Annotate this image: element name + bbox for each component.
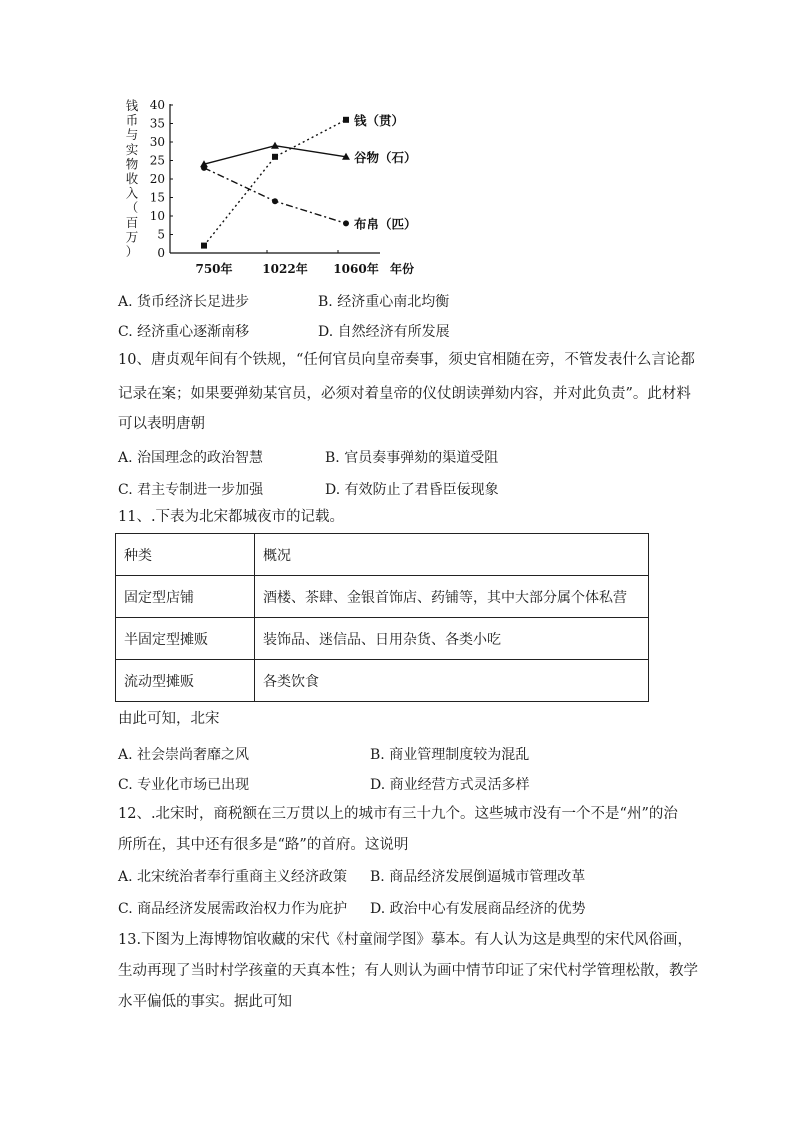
y-tick-label: 25 [149,153,165,168]
table-header-row [116,534,649,576]
y-axis-label-char: 入 [125,185,139,201]
y-axis-label-char: ） [125,244,139,259]
q13-stem-line-1: 13.下图为上海博物馆收藏的宋代《村童闹学图》摹本。有人认为这是典型的宋代风俗画， [118,932,693,948]
q9-option-b[interactable]: B. 经济重心南北均衡 [318,294,450,310]
chart-axes [170,104,380,253]
q10-option-d[interactable]: D. 有效防止了君昏臣佞现象 [325,482,499,498]
q12-stem-line-2: 所所在，其中还有很多是“路”的首府。这说明 [118,837,409,853]
table-cell: 流动型摊贩 [116,660,255,702]
q12-option-d[interactable]: D. 政治中心有发展商品经济的优势 [370,901,586,917]
q9-option-d[interactable]: D. 自然经济有所发展 [318,324,450,340]
q11-option-a[interactable]: A. 社会崇尚奢靡之风 [118,747,250,763]
y-tick-label: 5 [157,227,165,242]
data-point-square [272,154,278,160]
q12-stem-line-1: 12、.北宋时，商税额在三万贯以上的城市有三十九个。这些城市没有一个不是“州”的治 [118,806,678,822]
q11-after-text: 由此可知，北宋 [118,711,220,727]
q12-option-b[interactable]: B. 商品经济发展倒逼城市管理改革 [370,869,586,885]
y-tick-label: 10 [149,209,165,223]
table-row [116,618,649,660]
y-axis-label-char: 钱 [125,98,139,113]
y-axis-label-char: 收 [125,171,139,186]
q10-option-b[interactable]: B. 官员奏事弹劾的渠道受阻 [325,450,499,466]
data-point-circle [272,198,278,204]
y-axis-label-char: 万 [125,229,139,245]
y-tick-label: 15 [149,190,165,205]
x-tick-label: 750年 [195,262,233,276]
q11-stem: 11、.下表为北宋都城夜市的记载。 [118,509,345,525]
chart-series [200,117,350,249]
series-line [204,120,346,246]
x-tick-label: 1060年 [333,262,379,276]
y-tick-label: 0 [157,246,165,260]
y-axis-label-char: 与 [125,127,139,143]
q13-stem-line-3: 水平偏低的事实。据此可知 [118,994,292,1010]
y-tick-label: 30 [149,135,165,149]
table-row [116,576,649,618]
x-axis-ticks [195,250,414,276]
q9-option-a[interactable]: A. 货币经济长足进步 [118,294,250,310]
series-line [204,168,346,224]
y-axis-label-char: 币 [125,112,139,128]
series-label: 钱（贯） [354,112,405,128]
data-point-circle [343,220,349,226]
y-tick-label: 40 [149,98,165,112]
y-axis-label-char: （ [125,200,139,216]
table-cell: 装饰品、迷信品、日用杂货、各类小吃 [255,618,649,660]
q12-option-a[interactable]: A. 北宋统治者奉行重商主义经济政策 [118,869,348,885]
q10-stem-line-2: 记录在案；如果要弹劾某官员，必须对着皇帝的仪仗朗读弹劾内容，并对此负责”。此材料 [118,386,691,402]
data-point-circle [201,165,207,171]
q10-option-c[interactable]: C. 君主专制进一步加强 [118,482,264,498]
table-cell: 半固定型摊贩 [116,618,255,660]
table-cell: 固定型店铺 [116,576,255,618]
data-point-square [201,243,207,249]
y-axis-label-char: 实 [125,141,139,157]
series-labels [354,113,417,232]
y-tick-label: 35 [149,116,165,131]
q11-option-d[interactable]: D. 商业经营方式灵活多样 [370,777,530,793]
table-cell: 酒楼、茶肆、金银首饰店、药铺等，其中大部分属个体私营 [255,576,649,618]
y-axis-label [126,98,139,259]
data-point-square [343,117,349,123]
night-market-table [115,533,649,702]
income-line-chart [118,96,438,280]
y-axis-label-char: 物 [125,156,139,172]
q10-stem-line-1: 10、唐贞观年间有个铁规，“任何官员向皇帝奏事，须史官相随在旁，不管发表什么言论都 [118,352,695,368]
table-row [116,660,649,702]
series-label: 谷物（石） [354,149,417,165]
q11-option-b[interactable]: B. 商业管理制度较为混乱 [370,747,530,763]
table-cell: 各类饮食 [255,660,649,702]
x-axis-label: 年份 [389,262,415,276]
q10-stem-line-3: 可以表明唐朝 [118,416,205,432]
q9-option-c[interactable]: C. 经济重心逐渐南移 [118,324,250,340]
data-point-triangle [271,142,279,149]
table-header-cell: 种类 [116,534,255,576]
q12-option-c[interactable]: C. 商品经济发展需政治权力作为庇护 [118,901,348,917]
q10-option-a[interactable]: A. 治国理念的政治智慧 [118,450,264,466]
table-header-cell: 概况 [255,534,649,576]
y-axis-label-char: 百 [125,214,139,230]
series-label: 布帛（匹） [354,216,417,232]
q13-stem-line-2: 生动再现了当时村学孩童的天真本性；有人则认为画中情节印证了宋代村学管理松散，教学 [118,963,698,979]
y-tick-label: 20 [149,172,165,186]
q11-option-c[interactable]: C. 专业化市场已出现 [118,777,250,793]
x-tick-label: 1022年 [262,262,308,276]
